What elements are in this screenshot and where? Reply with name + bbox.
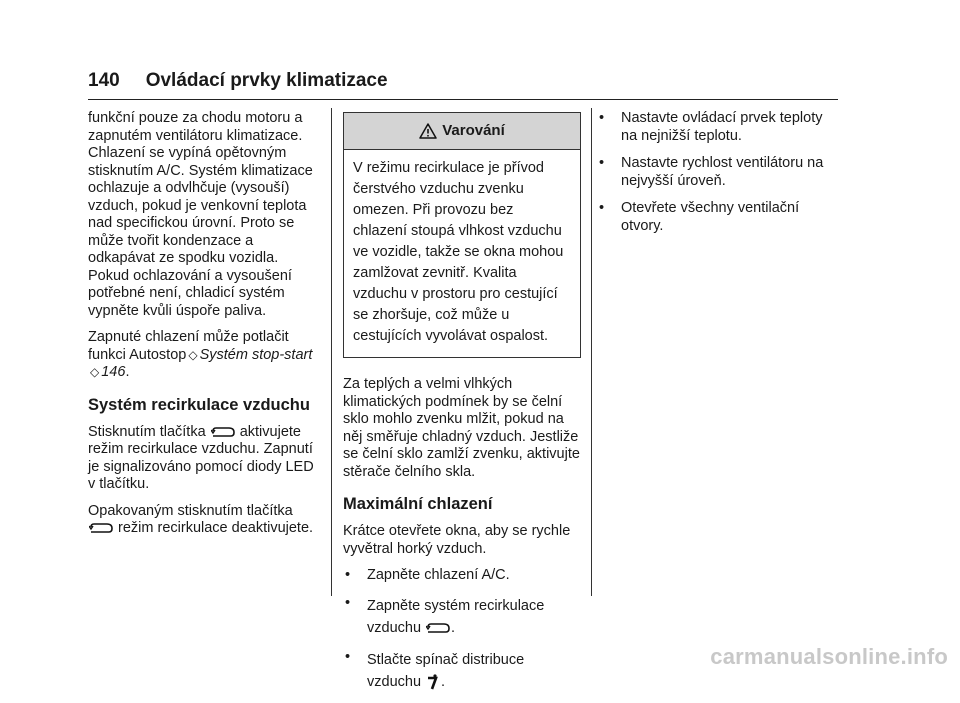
column-2 <box>343 110 581 703</box>
paragraph-autostop: Zapnuté chlazení může potlačit funkci Autostop ◇ Systém stop-start ◇ 146. <box>88 329 313 380</box>
bullet: • <box>345 648 351 665</box>
list-item: • Nastavte ovládací prvek teploty na nejnižší teplotu. <box>599 110 823 144</box>
warning-text: V režimu recirkulace je přívod čerstvého vzduchu zvenku omezen. Při provozu bez chlazení stoupá vlhkost vzduchu ve vozidle, takže se okna mohou zamlžovat zevnitř. Kvalita vzduchu v prostoru pro cestující se zhoršuje, což může u cestujících vyvolávat ospalost. <box>353 160 564 344</box>
air-distribution-icon <box>426 674 440 690</box>
bullet: • <box>599 110 605 126</box>
page-header <box>88 70 388 92</box>
bullet: • <box>599 155 605 171</box>
list-item: • Zapněte chlazení A/C. <box>345 567 510 583</box>
warning-box <box>343 112 581 358</box>
header-rule <box>88 99 838 100</box>
link-stop-start[interactable]: Systém stop-start <box>199 346 313 363</box>
recirculation-icon <box>211 425 235 439</box>
cross-reference-icon: ◇ <box>90 365 100 379</box>
column-1 <box>88 110 320 547</box>
warning-triangle-icon <box>419 123 437 139</box>
warning-header <box>344 113 580 150</box>
bullet: • <box>599 200 605 216</box>
list-item: • Zapněte systém recirkulace vzduchu . <box>343 595 581 639</box>
column-3 <box>597 110 842 245</box>
warning-title: Varování <box>442 122 505 140</box>
list-item: • Nastavte rychlost ventilátoru na nejvyšší úroveň. <box>599 155 824 189</box>
paragraph-fogging: Za teplých a velmi vlhkých klimatických podmínek by se čelní sklo mohlo zvenku mlžit, pokud na něj směřuje chladný vzduch. Jestliže se čelní sklo zamlží zvenku, aktivujte stěrače čelního skla. <box>343 376 580 480</box>
column-divider-2 <box>591 108 592 596</box>
watermark: carmanualsonline.info <box>710 644 948 669</box>
paragraph-recirc-on: Stisknutím tlačítka aktivujete režim recirkulace vzduchu. Zapnutí je signalizováno pomocí diody LED v tlačítku. <box>88 423 314 492</box>
link-page-146[interactable]: 146 <box>101 364 126 380</box>
heading-recirculation: Systém recirkulace vzduchu <box>88 395 310 414</box>
page-title: Ovládací prvky klimatizace <box>145 70 388 91</box>
cross-reference-icon: ◇ <box>188 347 198 362</box>
page-number: 140 <box>88 70 120 91</box>
paragraph-ac-function: funkční pouze za chodu motoru a zapnutém ventilátoru klimatizace. Chlazení se vypíná opětovným stisknutím A/C. Systém klimatizace ochlazuje a odvlhčuje (vysouší) vzduch, pokud je venkovní teplota nad specifickou úrovní. Proto se může tvořit kondenzace a odkapávat ze spodku vozidla. Pokud ochlazování a vysoušení potřebné není, chladicí systém vypněte kvůli úspoře paliva. <box>88 110 313 319</box>
paragraph-recirc-off: Opakovaným stisknutím tlačítka režim recirkulace deaktivujete. <box>88 502 314 536</box>
list-item: • Otevřete všechny ventilační otvory. <box>599 200 800 234</box>
recirculation-icon <box>89 521 113 535</box>
list-item: • Stlačte spínač distribuce vzduchu . <box>343 649 581 693</box>
heading-max-cooling: Maximální chlazení <box>343 495 493 513</box>
bullet: • <box>345 594 351 611</box>
recirculation-icon <box>426 621 450 635</box>
column-divider-1 <box>331 108 332 596</box>
paragraph-max-cooling: Krátce otevřete okna, aby se rychle vyvětral horký vzduch. <box>343 523 571 557</box>
bullet: • <box>345 567 351 583</box>
